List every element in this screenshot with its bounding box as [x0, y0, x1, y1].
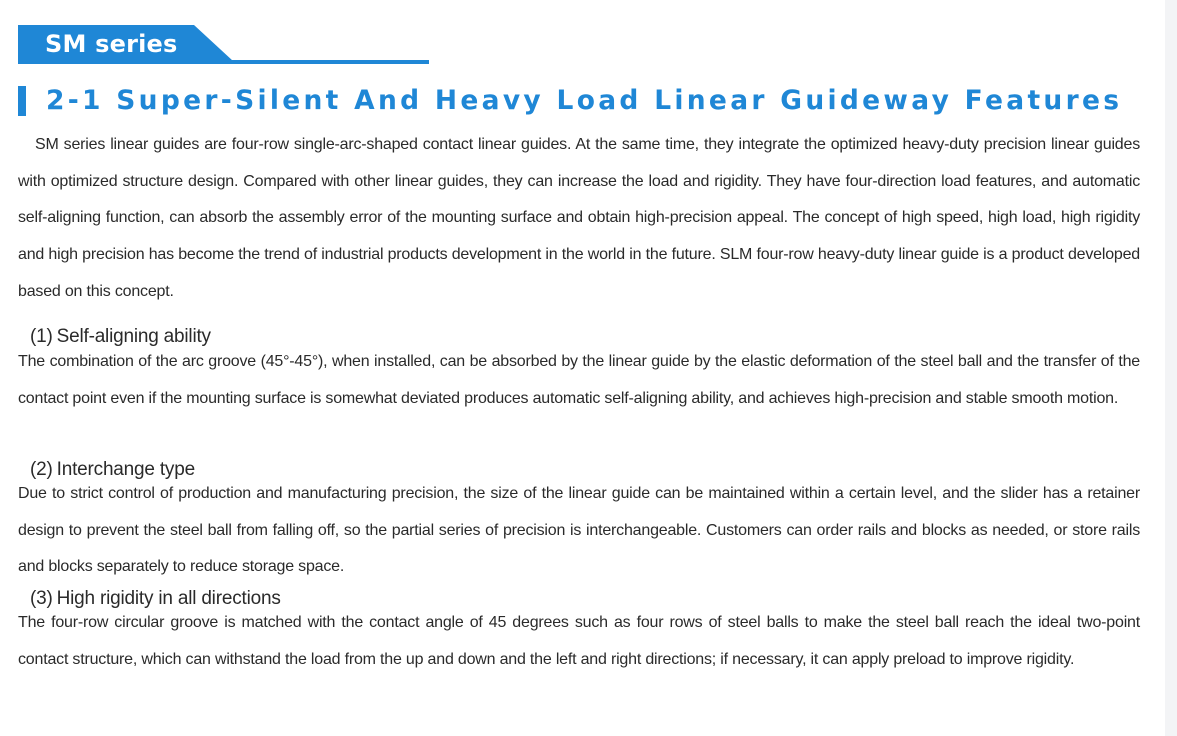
subsection-3-body: The four-row circular groove is matched with the contact angle of 45 degrees such as four rows of steel balls to make the steel ball reach the ideal two-point contact structure, which can withstand the load from the up and down and the left and right directions; if necessary, it can apply preload to improve rigidity. [18, 614, 1140, 668]
section-heading: 2-1 Super-Silent And Heavy Load Linear Guideway Features [46, 85, 1123, 116]
heading-accent-bar [18, 86, 26, 116]
subsection-2-title: Interchange type [56, 459, 195, 480]
series-tab-underline [18, 60, 429, 64]
subsection-2-number: (2) [30, 459, 53, 480]
series-tab [18, 25, 429, 65]
intro-paragraph: SM series linear guides are four-row single-arc-shaped contact linear guides. At the same time, they integrate the optimized heavy-duty precision linear guides with optimized structure design. Compared with other linear guides, they can increase the load and rigidity. They have four-direction load features, and automatic self-aligning function, can absorb the assembly error of the mounting surface and obtain high-precision appeal. The concept of high speed, high load, high rigidity and high precision has become the trend of industrial products development in the world in the future. SLM four-row heavy-duty linear guide is a product developed based on this concept. [18, 136, 1140, 300]
series-tab-label: SM series [45, 30, 178, 58]
page-right-gutter [1165, 0, 1177, 736]
subsection-2-body: Due to strict control of production and manufacturing precision, the size of the linear guide can be maintained within a certain level, and the slider has a retainer design to prevent the steel ball from falling off, so the partial series of precision is interchangeable. Customers can order rails and blocks as needed, or store rails and blocks separately to reduce storage space. [18, 485, 1140, 576]
subsection-1-body: The combination of the arc groove (45°-45°), when installed, can be absorbed by the linear guide by the elastic deformation of the steel ball and the transfer of the contact point even if the mounting surface is somewhat deviated produces automatic self-aligning ability, and achieves high-precision and stable smooth motion. [18, 353, 1140, 407]
subsection-1-number: (1) [30, 326, 53, 347]
subsection-3-number: (3) [30, 588, 53, 609]
subsection-1-title: Self-aligning ability [56, 326, 211, 347]
subsection-3-title: High rigidity in all directions [56, 588, 281, 609]
